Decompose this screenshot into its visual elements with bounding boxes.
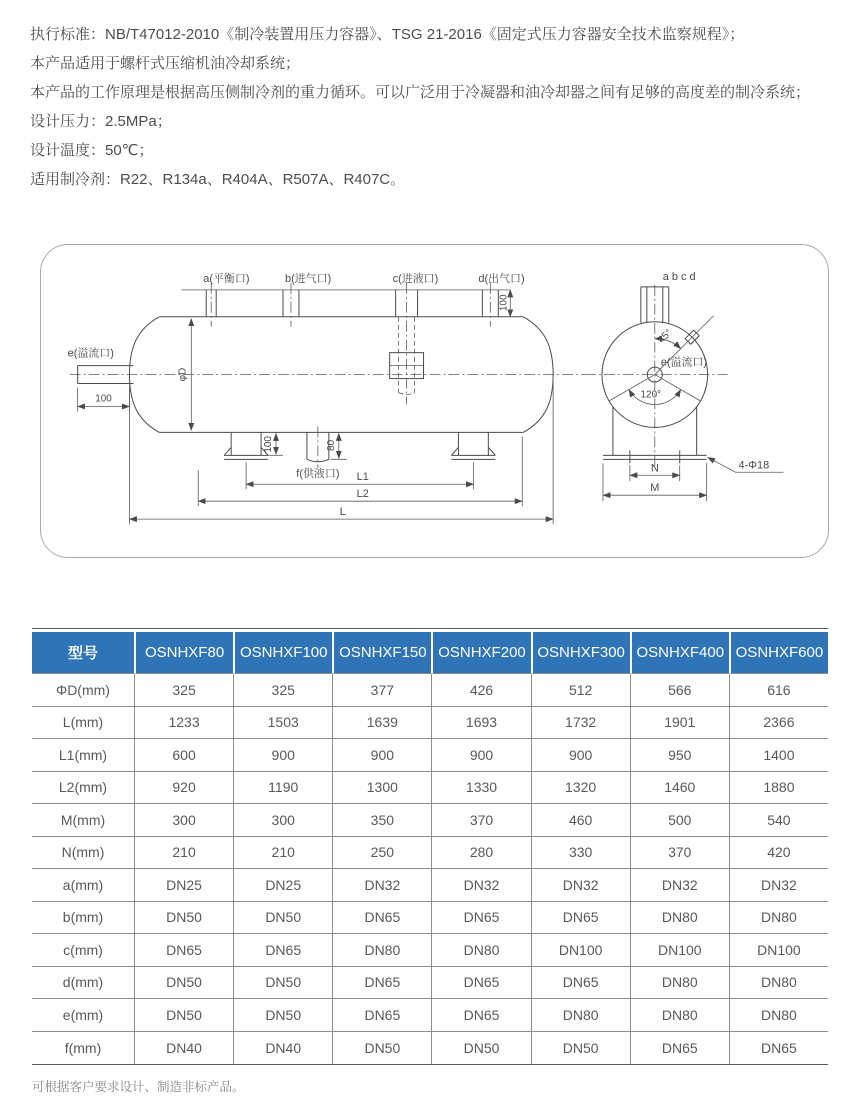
cell-value: 250 — [332, 837, 431, 870]
end-e-label: e(溢流口) — [660, 356, 708, 369]
cell-value: 512 — [531, 674, 630, 707]
cell-value: DN65 — [431, 967, 530, 1000]
cell-value: 1330 — [431, 772, 530, 805]
cell-value: DN50 — [431, 1032, 530, 1065]
angle-120-label: 120° — [640, 389, 662, 401]
cell-value: DN65 — [431, 902, 530, 935]
cell-value: DN50 — [233, 967, 332, 1000]
svg-text:N: N — [650, 462, 659, 475]
intro-line-principle: 本产品的工作原理是根据高压侧制冷剂的重力循环。可以广泛用于冷凝器和油冷却器之间有足够的高度差的制冷系统； — [30, 84, 811, 101]
nozzle-d-label: d(出气口) — [478, 272, 525, 285]
cell-value: 900 — [332, 739, 431, 772]
cell-value: DN50 — [332, 1032, 431, 1065]
nozzle-f-label: f(供液口) — [296, 468, 340, 481]
cell-value: DN50 — [134, 967, 233, 1000]
cell-value: DN80 — [630, 902, 729, 935]
row-label: N(mm) — [32, 837, 134, 870]
svg-text:L1: L1 — [356, 471, 369, 484]
dim-left-100 — [78, 388, 130, 412]
product-description — [0, 0, 860, 194]
svg-text:M: M — [650, 482, 660, 495]
svg-text:100: 100 — [95, 393, 112, 405]
row-label: M(mm) — [32, 804, 134, 837]
nozzle-a-label: a(平衡口) — [203, 272, 250, 285]
end-nozzles-label: a b c d — [662, 270, 696, 283]
cell-value: 1732 — [531, 707, 630, 740]
cell-value: 300 — [134, 804, 233, 837]
cell-value: 900 — [233, 739, 332, 772]
cell-value: 1190 — [233, 772, 332, 805]
svg-text:100: 100 — [263, 436, 275, 453]
svg-text:L: L — [339, 506, 346, 519]
cell-value: DN65 — [332, 902, 431, 935]
vessel-drawing — [41, 245, 829, 558]
angle-120-wedge — [609, 375, 701, 405]
nozzle-b — [283, 283, 299, 327]
end-view — [585, 271, 783, 501]
row-label: L1(mm) — [32, 739, 134, 772]
cell-value: 900 — [431, 739, 530, 772]
cell-value: 210 — [233, 837, 332, 870]
nozzle-b-label: b(进气口) — [284, 272, 332, 285]
table-header-cell: OSNHXF400 — [630, 632, 729, 674]
dim-L — [129, 383, 553, 525]
cell-value: 616 — [729, 674, 828, 707]
cell-value: DN65 — [531, 902, 630, 935]
cell-value: DN65 — [332, 999, 431, 1032]
cell-value: 1460 — [630, 772, 729, 805]
cell-value: 1320 — [531, 772, 630, 805]
cell-value: 210 — [134, 837, 233, 870]
row-label: L(mm) — [32, 707, 134, 740]
spec-table — [32, 628, 828, 1065]
cell-value: DN50 — [233, 902, 332, 935]
row-label: b(mm) — [32, 902, 134, 935]
nozzle-e-label: e(溢流口) — [67, 347, 114, 360]
cell-value: 1233 — [134, 707, 233, 740]
cell-value: DN32 — [729, 869, 828, 902]
row-label: e(mm) — [32, 999, 134, 1032]
cell-value: 1300 — [332, 772, 431, 805]
cell-value: DN80 — [332, 934, 431, 967]
row-label: d(mm) — [32, 967, 134, 1000]
intro-line-standards: 执行标准：NB/T47012-2010《制冷装置用压力容器》、TSG 21-2016《固定式压力容器安全技术监察规程》； — [30, 26, 745, 43]
cell-value: DN50 — [134, 902, 233, 935]
table-header-cell: OSNHXF80 — [134, 632, 233, 674]
cell-value: 330 — [531, 837, 630, 870]
intro-line-design-temperature: 设计温度：50℃； — [30, 142, 154, 159]
nozzle-c — [390, 283, 424, 405]
cell-value: 2366 — [729, 707, 828, 740]
table-header-cell: OSNHXF300 — [531, 632, 630, 674]
cell-value: DN40 — [233, 1032, 332, 1065]
cell-value: DN65 — [332, 967, 431, 1000]
cell-value: DN100 — [630, 934, 729, 967]
cell-value: 566 — [630, 674, 729, 707]
nozzle-e — [78, 366, 134, 384]
dim-L1 — [246, 462, 473, 489]
cell-value: 370 — [630, 837, 729, 870]
intro-line-refrigerants: 适用制冷剂：R22、R134a、R404A、R507A、R407C。 — [30, 171, 406, 188]
cell-value: DN25 — [134, 869, 233, 902]
cell-value: 950 — [630, 739, 729, 772]
cell-value: DN32 — [332, 869, 431, 902]
cell-value: 600 — [134, 739, 233, 772]
row-label: f(mm) — [32, 1032, 134, 1065]
row-label: ΦD(mm) — [32, 674, 134, 707]
cell-value: DN80 — [630, 999, 729, 1032]
technical-drawing-panel — [40, 244, 829, 558]
footer-note: 可根据客户要求设计、制造非标产品。 — [32, 1080, 245, 1094]
cell-value: DN50 — [233, 999, 332, 1032]
cell-value: 426 — [431, 674, 530, 707]
table-header-cell: OSNHXF100 — [233, 632, 332, 674]
cell-value: DN32 — [531, 869, 630, 902]
dim-N — [630, 462, 680, 481]
dim-top-100 — [498, 290, 510, 317]
intro-line-design-pressure: 设计压力：2.5MPa； — [30, 113, 172, 130]
row-label: L2(mm) — [32, 772, 134, 805]
cell-value: DN100 — [531, 934, 630, 967]
cell-value: DN80 — [531, 999, 630, 1032]
cell-value: 420 — [729, 837, 828, 870]
cell-value: DN50 — [134, 999, 233, 1032]
svg-text:80: 80 — [325, 439, 337, 451]
cell-value: DN65 — [233, 934, 332, 967]
cell-value: DN80 — [729, 999, 828, 1032]
saddle-left — [224, 432, 268, 459]
cell-value: DN65 — [134, 934, 233, 967]
cell-value: DN40 — [134, 1032, 233, 1065]
cell-value: DN65 — [729, 1032, 828, 1065]
svg-text:4-Φ18: 4-Φ18 — [738, 459, 770, 472]
cell-value: 460 — [531, 804, 630, 837]
cell-value: 377 — [332, 674, 431, 707]
table-header-cell: OSNHXF600 — [729, 632, 828, 674]
cell-value: 920 — [134, 772, 233, 805]
svg-text:L2: L2 — [356, 488, 369, 501]
cell-value: 350 — [332, 804, 431, 837]
bolt-hole-callout — [708, 457, 784, 472]
cell-value: 1639 — [332, 707, 431, 740]
angle-45-label: 45° — [656, 327, 675, 346]
cell-value: 1901 — [630, 707, 729, 740]
cell-value: DN80 — [431, 934, 530, 967]
cell-value: 540 — [729, 804, 828, 837]
cell-value: 280 — [431, 837, 530, 870]
cell-value: 300 — [233, 804, 332, 837]
cell-value: 500 — [630, 804, 729, 837]
row-label: a(mm) — [32, 869, 134, 902]
table-header-cell: OSNHXF150 — [332, 632, 431, 674]
nozzle-d — [482, 283, 498, 327]
cell-value: DN65 — [431, 999, 530, 1032]
nozzle-a — [206, 283, 216, 327]
cell-value: 1400 — [729, 739, 828, 772]
row-label: c(mm) — [32, 934, 134, 967]
cell-value: DN32 — [431, 869, 530, 902]
cell-value: DN65 — [630, 1032, 729, 1065]
intro-line-application: 本产品适用于螺杆式压缩机油冷却系统； — [30, 55, 301, 72]
dim-saddle-100 — [263, 433, 283, 455]
cell-value: DN100 — [729, 934, 828, 967]
end-saddle — [603, 406, 707, 463]
saddle-right — [451, 432, 495, 459]
table-header-cell: OSNHXF200 — [431, 632, 530, 674]
cell-value: 1880 — [729, 772, 828, 805]
cell-value: 325 — [233, 674, 332, 707]
cell-value: DN80 — [630, 967, 729, 1000]
cell-value: 1503 — [233, 707, 332, 740]
cell-value: 1693 — [431, 707, 530, 740]
cell-value: DN65 — [531, 967, 630, 1000]
cell-value: 325 — [134, 674, 233, 707]
cell-value: DN50 — [531, 1032, 630, 1065]
cell-value: DN25 — [233, 869, 332, 902]
cell-value: DN80 — [729, 967, 828, 1000]
cell-value: 900 — [531, 739, 630, 772]
side-view — [68, 271, 585, 524]
table-header-model: 型号 — [32, 632, 134, 674]
svg-text:φD: φD — [177, 367, 189, 382]
cell-value: 370 — [431, 804, 530, 837]
nozzle-c-label: c(进液口) — [392, 272, 439, 285]
cell-value: DN80 — [729, 902, 828, 935]
svg-text:100: 100 — [498, 294, 510, 312]
cell-value: DN32 — [630, 869, 729, 902]
